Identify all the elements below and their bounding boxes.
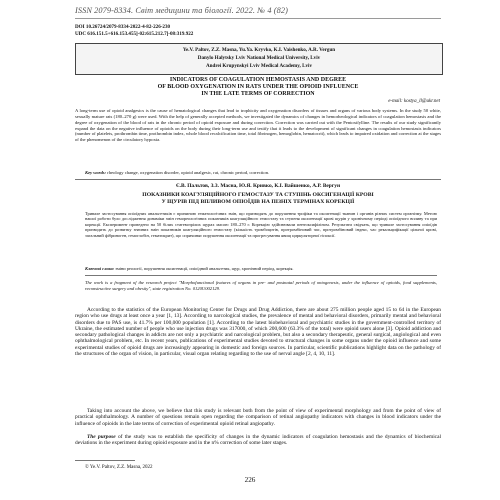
copyright: © Ye.V. Paltov, Z.Z. Masna, 2022 [85,465,153,470]
page-number: 226 [244,476,256,484]
udc: UDC 616.151.5+616.153.455]-02:615.212.7]-08:319.922 [75,31,194,37]
purpose-text: of the study was to establish the specificity of changes in the dynamic indicators of coagulation hemostasis and the dynamics of biochemical deviations in the experiment during opioid exposure and in the n% correction of some later stages. [75,434,441,447]
title-ua-line-1: ПОКАЗНИКИ КОАГУЛЯЦІЙНОГО ГЕМОСТАЗУ ТА СТУПІНЬ ОКСИГЕНАЦІЇ КРОВІ [142,192,374,198]
keywords-ua [85,266,441,272]
purpose-paragraph [75,434,441,454]
abstract-ua: Тривале застосування опіоїдних анальгетиків є причиною гематологічних змін, що призводять до порушення трофіки та оксигенації тканин і органів різних систем організму. Метою нашої роботи було дослідження динаміки змін гемореологічних показників коагуляційного гемостазу та ступеня оксигенації крові щурів у хронічному періоді опіоїдного впливу та при корекції. Експеримент проведено на 50 білих статевозрілих щурах масою 180–270 г. Корекцію здійснювали пентоксифіліном. Результати свідчать, що тривале застосування опіоїдів призводить до розвитку значних змін показників коагуляційного гемостазу (кількість тромбоцитів, протромбіновий час, протромбіновий індекс, час рекальцифікації цільної крові, загальний фібриноген, гемоглобін, гематокрит), що спричиняє порушення оксигенації та прогресування явищ циркуляторної гіпоксії. [85,211,437,238]
body-paragraph-1: According to the statistics of the European Monitoring Center for Drugs and Drug Addiction, there are about 275 million people aged 15 to 64 in the European region who use drugs at least once a year [1, 13]. According to narcological studies, the prevalence of mental and behavioral disorders, primarily mental and behavioral disorders due to PAS use, is 41.7% per 100,000 population [1]. According to the latest biobehavioral and psychiatric studies in the government-controlled territory of Ukraine, the estimated number of people who use injection drugs was 317000, of which 200,600 (63.3% of the total) were opioid users alone [3]. Opioid addiction and secondary pathological changes in addicts are not only a psychiatric and narcological problem, but also a secondary therapeutic, general surgical, angiological and even ophthalmological problem, etc. In recent years, publications of experimental studies devoted to structural changes in some organs under the opioid influence and some experimental studies of opioid drugs are increasingly appearing in domestic and foreign sources. In particular, scientific publications highlight data on the pathology of the structures of the organ of vision, in particular, visual organ relating regarding to the use of nerval angle [2, 4, 10, 11]. [75,307,441,358]
title-en-line-3: IN THE LATE TERMS OF CORRECTION [201,91,315,97]
purpose-label: The purpose [87,434,116,440]
authors-ua: Є.В. Пальтов, З.З. Масна, Ю.Я. Кривко, К.І. Вайшенко, А.Р. Вергун [175,183,341,189]
doi: DOI 10.26724/2079-8334-2022-4-82-226-230 [75,24,171,30]
keywords-en-label: Key words: [85,170,107,175]
title-en-line-1: INDICATORS OF COAGULATION HEMOSTASIS AND DEGREE [169,77,347,83]
keywords-en-text: rheology change, oxygenation disorder, opioid analgesic, rat, chronic period, correction. [107,170,270,175]
project-note: The work is a fragment of the research project "Morphofunctional features of organs in pre- and postnatal periods of ontogenesis, under the influence of opioids, food supplements, reconstructive surgery and obesity", state registration No. 0120U002129. [85,280,437,291]
abstract-en: A long-term use of opioid analgesics is the cause of hematological changes that lead to trophicity and oxygenation disorders of tissues and organs of various body systems. In the study 50 white, sexually mature rats (180–270 g) were used. With the help of generally accepted methods, we investigated the dynamics of changes in hemorheological indicators of coagulation hemostasis and the degree of oxygenation of the blood of rats in the chronic period of opioid exposure and during correction. Correction was carried out with the Pentoxifylline. The results of our study significantly expand the data on the negative influence of opioids on the body during their long-term use and testify that it leads to the development of significant changes in coagulation hemostasis indicators (number of platelets, prothrombin time, prothrombin index, whole blood recalcification time, total fibrinogen, hemoglobin, hematocrit), which leads to impaired oxidation and correction at the stages of the phenomenon of the circulatory hypoxia. [75,108,441,143]
title-en-line-2: OF BLOOD OXYGENATION IN RATS UNDER THE OPIOID INFLUENCE [157,84,359,90]
running-header: ISSN 2079-8334. Світ медицини та біології. 2022. № 4 (82) [75,6,289,15]
keywords-ua-label: Ключові слова: [85,266,115,271]
keywords-en [85,170,441,176]
footnote-divider [75,460,135,461]
affiliation-2: Andrei Krupynskyi Lviv Medical Academy, Lviv [205,63,313,69]
section-divider-2 [85,275,437,276]
affiliation-1: Danylo Halytsky Lviv National Medical University, Lviv [197,55,321,61]
title-ua-line-2: У ЩУРІВ ПІД ВПЛИВОМ ОПІОЇДІВ НА ПІЗНІХ ТЕРМІНАХ КОРЕКЦІЇ [161,199,355,205]
authors-box [75,43,443,75]
contact-email: e-mail: kostya_ll@ukr.net [388,99,440,104]
header-divider [75,18,441,19]
body-paragraph-2: Taking into account the above, we believe that this study is relevant both from the point of view of experimental morphology and from the point of view of practical ophthalmology. A number of questions remain open regarding the comparison of retinal angiopathy indicators with changes in blood indicators under the influence of opioids in the late terms of correction of experimental opioid retinal angiopathy. [75,408,441,427]
keywords-ua-text: зміни реології, порушення оксигенації, опіоїдний анальгетик, щур, хронічний період, корекція. [115,266,294,271]
authors-en: Ye.V. Paltov, Z.Z. Masna, Yu.Ya. Kryvko, K.I. Vaishenko, A.R. Vergun [182,47,336,53]
section-divider [75,179,441,180]
